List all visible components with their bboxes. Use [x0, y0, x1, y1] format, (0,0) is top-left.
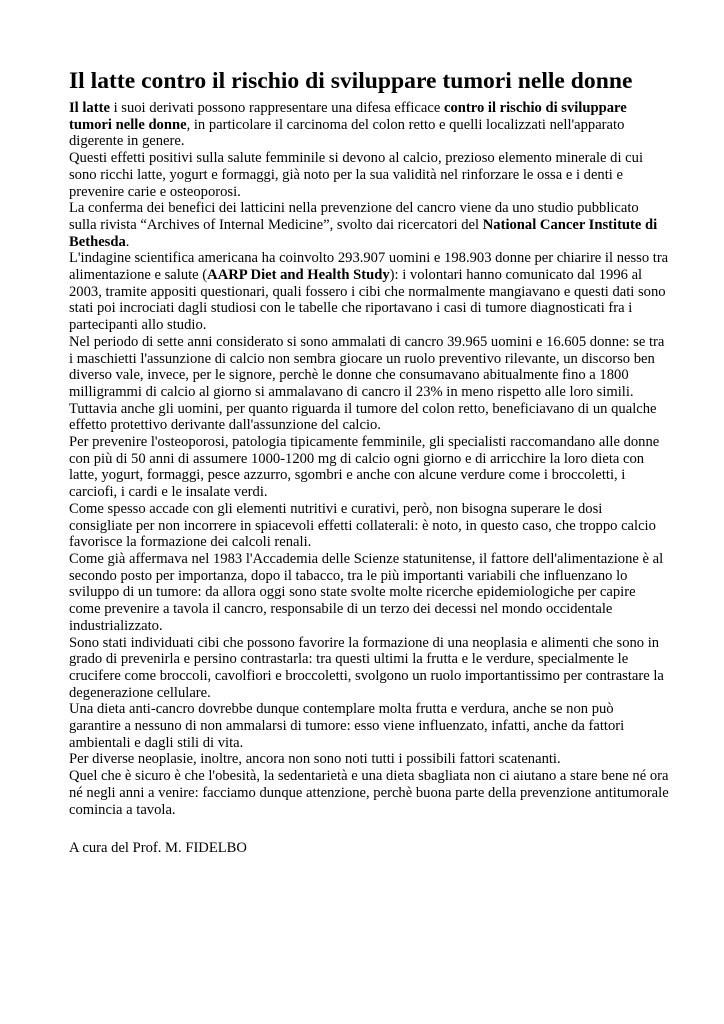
- text-run: Per prevenire l'osteoporosi, patologia tipicamente femminile, gli specialisti raccomandano alle donne con più di 50 anni di assumere 1000-1200 mg di calcio ogni giorno e di arricchire la loro dieta con latte, yogurt, formaggi, pesce azzurro, sgombri e anche con alcune verdure come i broccoletti, i carciofi, i cardi e le insalate verdi.: [69, 434, 660, 501]
- body-paragraph: [69, 551, 669, 635]
- bold-text-run: National Cancer Institute di Bethesda: [69, 216, 658, 250]
- body-paragraph: [69, 100, 669, 150]
- bold-text-run: Il latte: [69, 100, 110, 116]
- body-paragraph: [69, 250, 669, 334]
- bold-text-run: AARP Diet and Health Study: [207, 267, 390, 284]
- document-title: Il latte contro il rischio di sviluppare tumori nelle donne: [69, 68, 633, 94]
- text-run: Una dieta anti-cancro dovrebbe dunque contemplare molta frutta e verdura, anche se non può garantire a nessuno di non ammalarsi di tumore: esso viene influenzato, infatti, anche da fattori ambientali e dagli stili di vita.: [69, 701, 625, 751]
- article-body: [69, 100, 669, 818]
- text-run: Come già affermava nel 1983 l'Accademia delle Scienze statunitense, il fattore dell'alimentazione è al secondo posto per importanza, dopo il tabacco, tra le più importanti variabili che influenzano lo sviluppo di un tumore: da allora oggi sono state svolte molte ricerche epidemiologiche per capire come prevenire a tavola il cancro, responsabile di un terzo dei decessi nel mondo occidentale industrializzato.: [69, 550, 664, 634]
- body-paragraph: [69, 200, 669, 250]
- body-paragraph: [69, 701, 669, 751]
- text-run: Questi effetti positivi sulla salute femminile si devono al calcio, prezioso elemento minerale di cui sono ricchi latte, yogurt e formaggi, già noto per la sua validità nel rinforzare le ossa e i denti e prevenire carie e osteoporosi.: [69, 150, 643, 200]
- body-paragraph: [69, 434, 669, 501]
- text-run: Sono stati individuati cibi che possono favorire la formazione di una neoplasia e alimenti che sono in grado di prevenirla e persino contrastarla: tra questi ultimi la frutta e le verdure, specialmente le crucifere come broccoli, cavolfiori e broccoletti, svolgono un ruolo importantissimo per contrastare la degenerazione cellulare.: [69, 634, 664, 701]
- text-run: Quel che è sicuro è che l'obesità, la sedentarietà e una dieta sbagliata non ci aiutano a stare bene né ora né negli anni a venire: facciamo dunque attenzione, perchè buona parte della prevenzione antitumorale comincia a tavola.: [69, 768, 669, 818]
- text-run: L'indagine scientifica americana ha coinvolto 293.907 uomini e 198.903 donne per chiarire il nesso tra alimentazione e salute (: [69, 250, 669, 284]
- text-run: i suoi derivati possono rappresentare una difesa efficace: [109, 100, 444, 116]
- body-paragraph: [69, 334, 669, 434]
- text-run: ): i volontari hanno comunicato dal 1996 al 2003, tramite appositi questionari, quali fossero i cibi che normalmente mangiavano e questi dati sono stati poi incrociati dagli studiosi con le tabelle che riportavano i casi di tumore diagnosticati fra i partecipanti allo studio.: [69, 267, 666, 334]
- body-paragraph: [69, 635, 669, 702]
- text-run: La conferma dei benefici dei latticini nella prevenzione del cancro viene da uno studio pubblicato sulla rivista “Archives of Internal Medicine”, svolto dai ricercatori del: [69, 200, 639, 233]
- text-run: .: [125, 233, 130, 250]
- text-run: Nel periodo di sette anni considerato si sono ammalati di cancro 39.965 uomini e 16.605 donne: se tra i maschietti l'assunzione di calcio non sembra giocare un ruolo preventivo rilevante, un discorso ben diverso vale, invece, per le signore, perchè le donne che consumavano abitualmente fino a 1800 milligrammi di calcio al giorno si ammalavano di cancro il 23% in meno rispetto alle loro simili. Tuttavia anche gli uomini, per quanto riguarda il tumore del colon retto, beneficiavano di un qualche effetto protettivo derivante dall'assunzione del calcio.: [69, 333, 665, 434]
- text-run: Per diverse neoplasie, inoltre, ancora non sono noti tutti i possibili fattori scatenanti.: [69, 751, 561, 768]
- bold-text-run: contro il rischio di sviluppare tumori nelle donne: [69, 100, 627, 133]
- author-signature: A cura del Prof. M. FIDELBO: [69, 840, 247, 856]
- body-paragraph: [69, 501, 669, 551]
- text-run: , in particolare il carcinoma del colon retto e quelli localizzati nell'apparato digerente in genere.: [69, 116, 625, 150]
- text-run: Come spesso accade con gli elementi nutritivi e curativi, però, non bisogna superare le dosi consigliate per non incorrere in spiacevoli effetti collaterali: è noto, in questo caso, che troppo calcio favorisce la formazione dei calcoli renali.: [69, 500, 656, 551]
- body-paragraph: [69, 150, 669, 200]
- body-paragraph: [69, 751, 669, 768]
- body-paragraph: [69, 768, 669, 818]
